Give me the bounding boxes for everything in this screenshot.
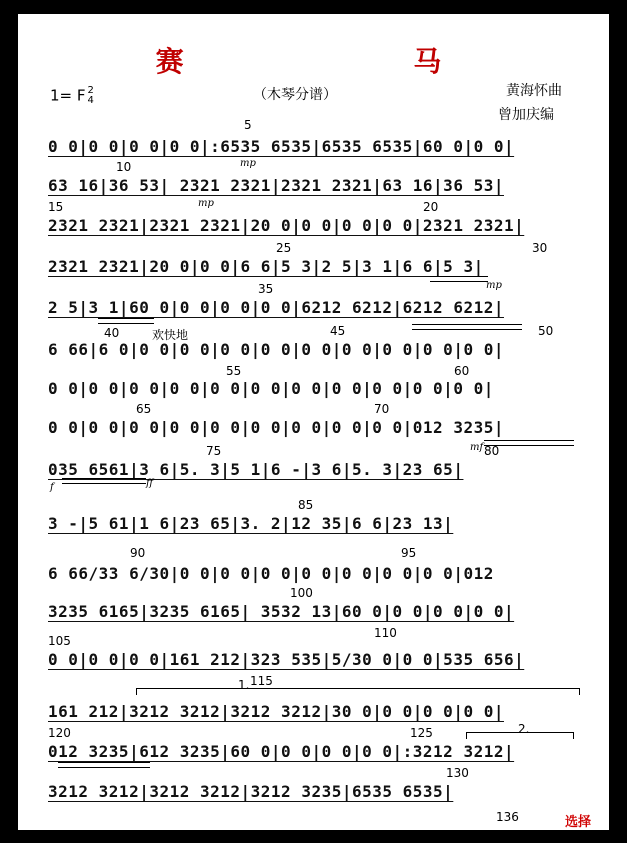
crescendo-hairpin [484, 440, 574, 446]
measure-number: 125 [410, 726, 433, 740]
dynamic-mark: mp [240, 158, 256, 169]
select-button[interactable]: 选择 [564, 815, 591, 830]
measure-number: 40 [104, 326, 120, 340]
measure-number: 45 [330, 324, 346, 338]
staff-row-9: 035 6561|3 6|5. 3|5 1|6 -|3 6|5. 3|23 65| [48, 460, 464, 479]
measure-number: 136 [496, 810, 519, 824]
measure-number: 60 [454, 364, 470, 378]
key-signature [50, 86, 94, 106]
dynamic-mark: mf [470, 442, 484, 453]
measure-number: 100 [290, 586, 313, 600]
measure-number: 75 [206, 444, 222, 458]
measure-number: 115 [250, 674, 273, 688]
score-page [18, 14, 609, 830]
time-signature [88, 86, 94, 106]
measure-number: 15 [48, 200, 64, 214]
measure-number: 130 [446, 766, 469, 780]
measure-number: 120 [48, 726, 71, 740]
measure-number: 30 [532, 241, 548, 255]
arranger: 曾加庆编 [498, 107, 554, 123]
staff-row-14: 161 212|3212 3212|3212 3212|30 0|0 0|0 0|0 0| [48, 702, 504, 721]
staff-row-1: 0 0|0 0|0 0|0 0|:6535 6535|6535 6535|60 0|0 0| [48, 137, 515, 156]
volta-2-label: 2. [518, 722, 530, 736]
staff-row-5: 2 5|3 1|60 0|0 0|0 0|0 0|6212 6212|6212 6212| [48, 298, 504, 317]
measure-number: 25 [276, 241, 292, 255]
staff-row-4: 2321 2321|20 0|0 0|6 6|5 3|2 5|3 1|6 6|5 3| [48, 257, 484, 276]
dynamic-mark: ff [146, 478, 154, 489]
composer: 黄海怀曲 [506, 83, 562, 99]
staff-row-15: 012 3235|612 3235|60 0|0 0|0 0|0 0|:3212 3212| [48, 742, 515, 761]
measure-number: 10 [116, 160, 132, 174]
dynamic-mark: mp [486, 280, 502, 291]
staff-row-6: 6 66|6 0|0 0|0 0|0 0|0 0|0 0|0 0|0 0|0 0|0 0| [48, 340, 504, 359]
measure-number: 55 [226, 364, 242, 378]
key-prefix: 1= F [50, 86, 86, 105]
measure-number: 95 [401, 546, 417, 560]
time-top: 2 [87, 85, 94, 96]
staff-row-7: 0 0|0 0|0 0|0 0|0 0|0 0|0 0|0 0|0 0|0 0|0 0| [48, 379, 494, 398]
dynamic-mark: mp [198, 198, 214, 209]
staff-row-13: 0 0|0 0|0 0|161 212|323 535|5/30 0|0 0|535 656| [48, 650, 525, 669]
volta-1-label: 1. [238, 678, 250, 692]
time-bottom: 4 [87, 95, 94, 106]
crescendo-hairpin [412, 324, 522, 330]
page-title: 赛 马 [155, 45, 552, 78]
measure-number: 105 [48, 634, 71, 648]
volta-1-bracket [136, 688, 580, 689]
measure-number: 5 [244, 118, 252, 132]
subtitle: （木琴分谱） [253, 87, 337, 103]
measure-number: 50 [538, 324, 554, 338]
crescendo-hairpin [98, 318, 154, 324]
staff-row-3: 2321 2321|2321 2321|20 0|0 0|0 0|0 0|2321 2321| [48, 216, 525, 235]
staff-row-2: 63 16|36 53| 2321 2321|2321 2321|63 16|36 53| [48, 176, 504, 195]
measure-number: 80 [484, 444, 500, 458]
crescendo-hairpin [430, 276, 488, 282]
measure-number: 70 [374, 402, 390, 416]
measure-number: 90 [130, 546, 146, 560]
dynamic-mark: f [50, 482, 54, 493]
measure-number: 20 [423, 200, 439, 214]
measure-number: 65 [136, 402, 152, 416]
staff-row-8: 0 0|0 0|0 0|0 0|0 0|0 0|0 0|0 0|0 0|012 3235| [48, 418, 504, 437]
measure-number: 110 [374, 626, 397, 640]
staff-row-11: 6 66/33 6/30|0 0|0 0|0 0|0 0|0 0|0 0|0 0|012 [48, 564, 494, 583]
staff-row-16: 3212 3212|3212 3212|3212 3235|6535 6535| [48, 782, 454, 801]
crescendo-hairpin [58, 762, 150, 768]
crescendo-hairpin [62, 478, 146, 484]
staff-row-10: 3 -|5 61|1 6|23 65|3. 2|12 35|6 6|23 13| [48, 514, 454, 533]
measure-number: 85 [298, 498, 314, 512]
tempo-marking: 欢快地 [152, 328, 189, 342]
staff-row-12: 3235 6165|3235 6165| 3532 13|60 0|0 0|0 0|0 0| [48, 602, 515, 621]
measure-number: 35 [258, 282, 274, 296]
